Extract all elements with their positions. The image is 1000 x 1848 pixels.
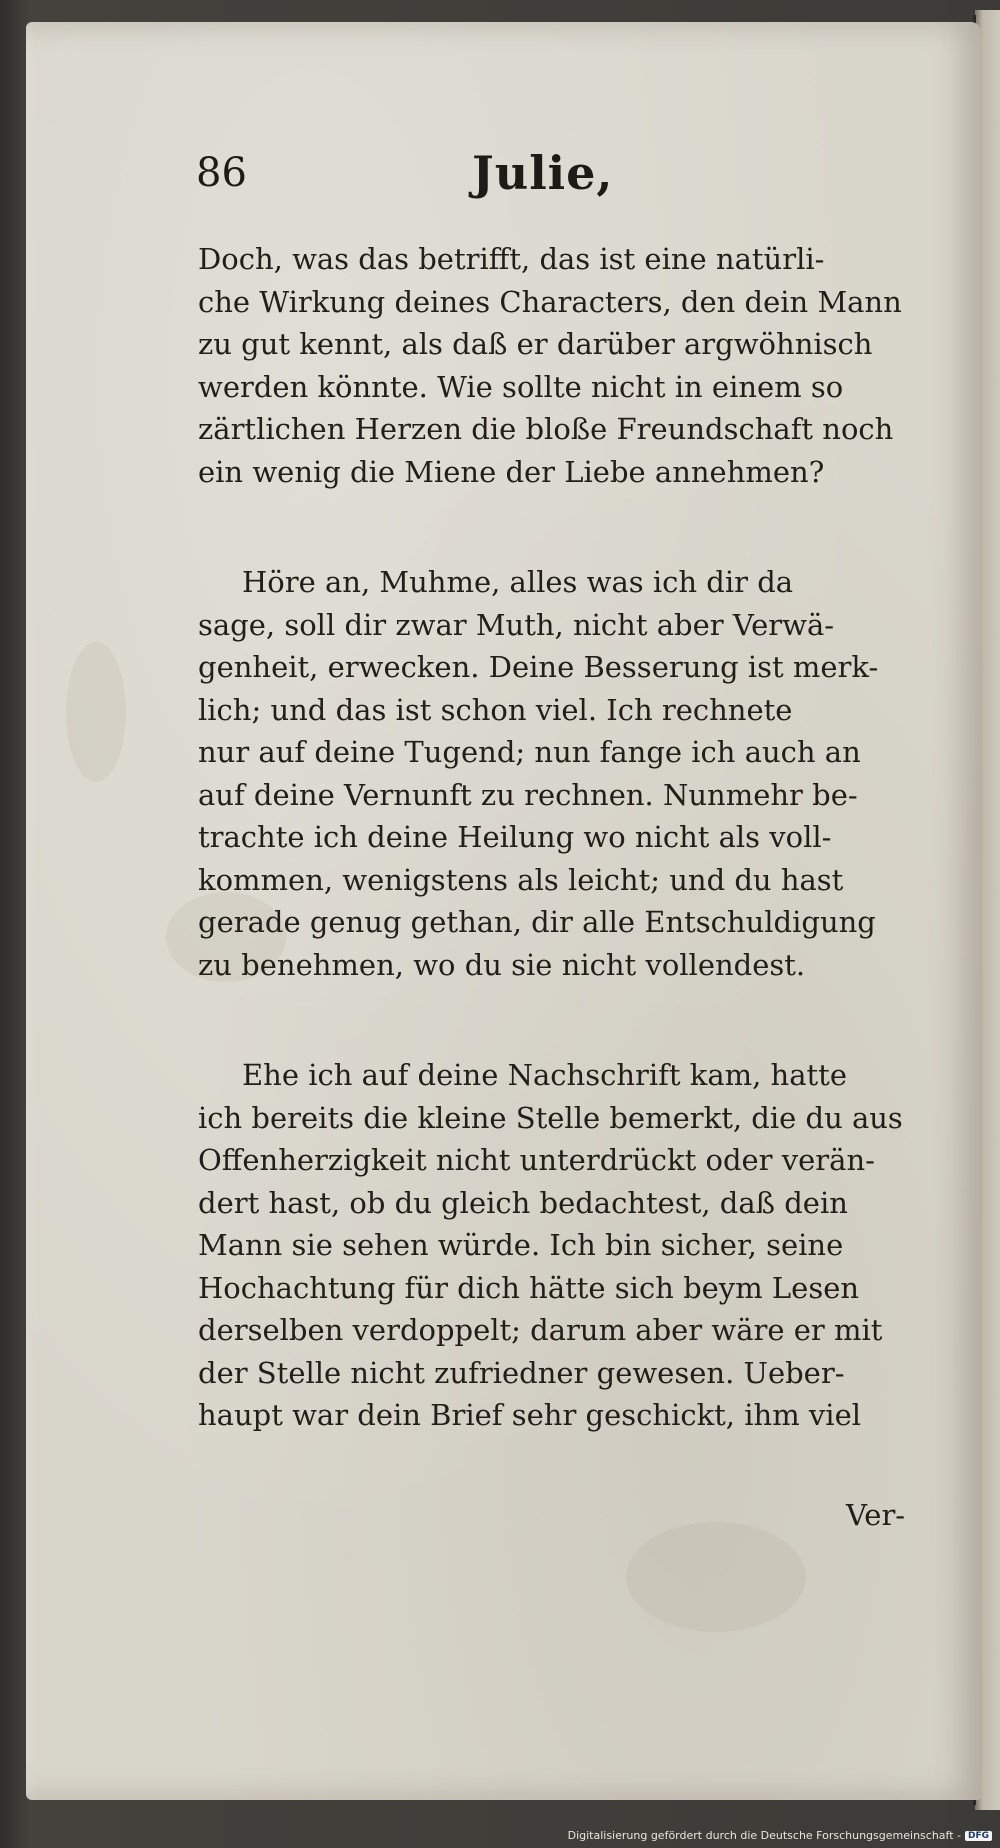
text-line: Hochachtung für dich hätte sich beym Lesen xyxy=(198,1270,860,1305)
text-line: Mann sie sehen würde. Ich bin sicher, seine xyxy=(198,1228,844,1262)
paragraph-3 xyxy=(198,1054,918,1437)
dfg-logo-icon: DFG xyxy=(965,1831,992,1841)
text-line: genheit, erwecken. Deine Besserung ist merk- xyxy=(198,650,879,684)
paper-stain xyxy=(66,642,126,782)
text-line: che Wirkung deines Characters, den dein Mann xyxy=(198,284,902,319)
text-line: nur auf deine Tugend; nun fange ich auch an xyxy=(198,735,861,769)
text-line: trachte ich deine Heilung wo nicht als voll- xyxy=(198,820,832,854)
text-line: dert hast, ob du gleich bedachtest, daß dein xyxy=(198,1185,848,1220)
paragraph-gap xyxy=(198,493,918,561)
text-line: ein wenig die Miene der Liebe annehmen? xyxy=(198,454,825,489)
catchword: Ver- xyxy=(846,1498,906,1532)
credit-text: Digitalisierung gefördert durch die Deutsche Forschungsgemeinschaft - xyxy=(567,1829,961,1842)
text-line: der Stelle nicht zufriedner gewesen. Ueber- xyxy=(198,1355,845,1390)
text-line: auf deine Vernunft zu rechnen. Nunmehr be- xyxy=(198,777,858,812)
text-line: Doch, was das betrifft, das ist eine natürli- xyxy=(198,242,825,276)
paragraph-2 xyxy=(198,561,918,986)
text-line: ich bereits die kleine Stelle bemerkt, die du aus xyxy=(198,1100,903,1135)
paragraph-1 xyxy=(198,238,918,493)
page-header xyxy=(196,146,916,210)
text-line: Höre an, Muhme, alles was ich dir da xyxy=(242,565,794,599)
text-line: gerade genug gethan, dir alle Entschuldigung xyxy=(198,905,876,939)
text-line: zu gut kennt, als daß er darüber argwöhnisch xyxy=(198,327,873,361)
digitization-credit xyxy=(568,1829,992,1842)
text-line: kommen, wenigstens als leicht; und du hast xyxy=(198,862,844,897)
text-line: Offenherzigkeit nicht unterdrückt oder verän- xyxy=(198,1143,875,1177)
text-line: derselben verdoppelt; darum aber wäre er mit xyxy=(198,1313,883,1347)
text-line: haupt war dein Brief sehr geschickt, ihm viel xyxy=(198,1398,862,1432)
body-text xyxy=(198,238,918,1437)
text-line: zu benehmen, wo du sie nicht vollendest. xyxy=(198,947,806,982)
text-line: sage, soll dir zwar Muth, nicht aber Verwä- xyxy=(198,607,835,642)
text-line: werden könnte. Wie sollte nicht in einem so xyxy=(198,369,844,404)
text-line: Ehe ich auf deine Nachschrift kam, hatte xyxy=(242,1058,847,1092)
text-line: zärtlichen Herzen die bloße Freundschaft noch xyxy=(198,412,894,446)
text-line: lich; und das ist schon viel. Ich rechnete xyxy=(198,692,793,727)
page-number: 86 xyxy=(196,150,247,196)
paragraph-gap xyxy=(198,986,918,1054)
running-title: Julie, xyxy=(472,146,614,200)
paper-stain xyxy=(626,1522,806,1632)
